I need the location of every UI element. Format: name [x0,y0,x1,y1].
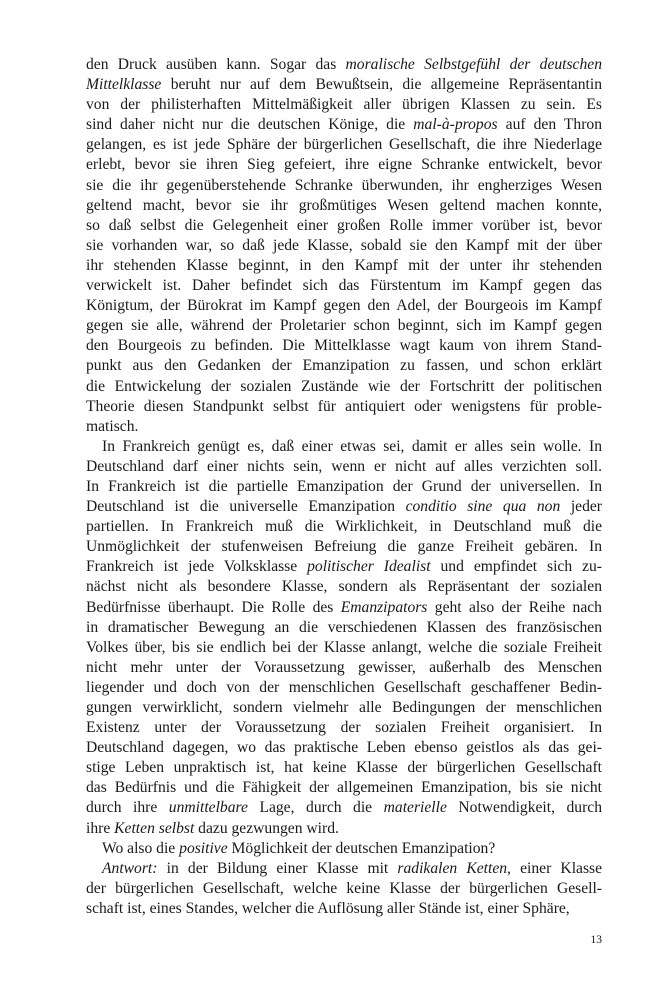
page-body-text [86,55,602,919]
text-run: Volkes über, bis sie endlich bei der Klasse anlangt, welche die soziale Freiheit [86,638,602,656]
text-run: den Bourgeois zu befinden. Die Mittelklasse wagt kaum von ihrem Stand- [86,337,602,355]
text-line [86,718,602,738]
text-run: gegen sie alle, während der Proletarier schon beginnt, sich im Kampf gegen [86,317,602,335]
paragraph [86,55,602,437]
text-run: Notwendigkeit, durch [446,799,603,817]
text-line [86,196,602,216]
text-run: ihr stehenden Klasse beginnt, in den Kampf mit der unter ihr stehenden [86,256,602,274]
text-line [86,256,602,276]
text-line [86,236,602,256]
text-run: sind daher nicht nur die deutschen Könige, die [86,116,414,134]
text-run: sie die ihr gegenüberstehende Schranke überwunden, ihr engherziges Wesen [86,176,602,194]
italic-text: politischer Idealist [307,558,431,576]
text-run: Deutschland darf einer nichts sein, wenn er nicht auf alles verzichten soll. [86,457,602,475]
text-run: schaft ist, eines Standes, welcher die Auflösung aller Stände ist, einer Sphäre, [86,899,570,917]
text-line [86,618,602,638]
text-line [86,879,602,899]
text-run: ihre [86,819,115,837]
text-line [86,55,602,75]
text-run: das Bedürfnis und die Fähigkeit der allgemeinen Emanzipation, bis sie nicht [86,779,602,797]
italic-text: Ketten selbst [114,819,195,837]
text-run: auf den Thron [497,116,602,134]
text-line [86,477,602,497]
text-run: stige Leben unpraktisch ist, hat keine Klasse der bürgerlichen Gesellschaft [86,759,602,777]
text-line [86,75,602,95]
text-line [86,216,602,236]
text-line [86,356,602,376]
text-run: so daß selbst die Gelegenheit einer großen Rolle immer vorüber ist, bevor [86,216,602,234]
text-line [86,859,602,879]
text-run: gelangen, es ist jede Sphäre der bürgerlichen Gesellschaft, die ihre Niederlage [86,136,602,154]
paragraph [86,839,602,859]
text-line [86,316,602,336]
text-run: punkt aus den Gedanken der Emanzipation zu fassen, und schon erklärt [86,357,602,375]
text-line [86,899,602,919]
italic-text: Antwort: [102,859,158,877]
text-line [86,397,602,417]
text-run: Unmöglichkeit der stufenweisen Befreiung die ganze Freiheit gebären. In [86,538,602,556]
text-line [86,778,602,798]
italic-text: radikalen Ketten [397,859,508,877]
text-run: Deutschland dagegen, wo das praktische Leben ebenso geistlos als das gei- [86,739,602,757]
text-run: dazu gezwungen wird. [194,819,339,837]
italic-text: mal-à-propos [413,116,498,134]
text-run: Deutschland ist die universelle Emanzipation [86,498,406,516]
text-run: von der philisterhaften Mittelmäßigkeit aller übrigen Klassen zu sein. Es [86,96,602,114]
text-run: Möglichkeit der deutschen Emanzipation? [227,839,496,857]
text-run: in dramatischer Bewegung an die verschiedenen Klassen des französischen [86,618,602,636]
text-line [86,658,602,678]
text-run: den Druck ausüben kann. Sogar das [86,56,346,73]
text-run: geht also der Reihe nach [427,598,602,616]
text-run: liegender und doch von der menschlichen Gesellschaft geschaffener Bedin- [86,678,602,696]
italic-text: materielle [383,799,447,817]
text-line [86,417,602,437]
text-run: Theorie diesen Standpunkt selbst für antiquiert oder wenigstens für proble- [86,397,602,415]
text-run: beruht nur auf dem Bewußtsein, die allgemeine Repräsentantin [161,76,602,94]
text-line [86,296,602,316]
italic-text: Emanzipators [340,598,428,616]
text-run: die Entwickelung der sozialen Zustände wie der Fortschritt der politischen [86,377,602,395]
text-run: Lage, durch die [247,799,384,817]
text-line [86,95,602,115]
text-line [86,155,602,175]
text-line [86,336,602,356]
text-run: Königtum, der Bürokrat im Kampf gegen den Adel, der Bourgeois im Kampf [86,297,602,315]
text-line [86,276,602,296]
text-line [86,798,602,818]
text-line [86,738,602,758]
paragraph [86,437,602,839]
text-line [86,176,602,196]
text-line [86,457,602,477]
text-line [86,517,602,537]
page-number: 13 [590,934,602,946]
text-run: geltend macht, bevor sie ihr großmütiges Wesen geltend machen konnte, [86,196,602,214]
italic-text: unmittelbare [168,799,248,817]
text-run: nächst nicht als besondere Klasse, sondern als Repräsentant der sozialen [86,578,602,596]
text-run: und empfindet sich zu- [430,558,602,576]
text-line [86,537,602,557]
text-run: Wo also die [102,839,180,857]
text-run: matisch. [86,417,139,435]
italic-text: conditio sine qua non [405,498,561,516]
text-run: gungen verwirklicht, sondern vielmehr alle Bedingungen der menschlichen [86,699,602,716]
italic-text: moralische Selbstgefühl der deutschen [345,56,602,73]
text-run: partiellen. In Frankreich muß die Wirklichkeit, in Deutschland muß die [86,518,602,536]
text-run: In Frankreich ist die partielle Emanzipation der Grund der universellen. In [86,477,602,495]
text-line [86,758,602,778]
paragraph [86,859,602,919]
text-line [86,115,602,135]
text-run: jeder [560,498,602,516]
text-line [86,377,602,397]
text-run: sie vorhanden war, so daß jede Klasse, sobald sie den Kampf mit der über [86,236,602,254]
text-run: Frankreich ist jede Volksklasse [86,558,308,576]
text-run: Existenz unter der Voraussetzung der sozialen Freiheit organisiert. In [86,719,602,737]
text-line [86,678,602,698]
text-run: nicht mehr unter der Voraussetzung gewisser, außerhalb des Menschen [86,658,602,676]
text-line [86,598,602,618]
text-run: in der Bildung einer Klasse mit [157,859,398,877]
text-run: , einer Klasse [507,859,603,877]
text-line [86,577,602,597]
text-run: verwickelt ist. Daher befindet sich das Fürstentum im Kampf gegen das [86,277,602,295]
text-line [86,557,602,577]
text-run: der bürgerlichen Gesellschaft, welche keine Klasse der bürgerlichen Gesell- [86,879,602,897]
italic-text: Mittelklasse [86,76,162,94]
text-line [86,135,602,155]
text-line [86,437,602,457]
text-run: durch ihre [86,799,169,817]
text-run: In Frankreich genügt es, daß einer etwas sei, damit er alles sein wolle. In [102,437,602,455]
italic-text: positive [179,839,228,857]
text-line [86,497,602,517]
text-line [86,819,602,839]
text-line [86,698,602,718]
text-line [86,638,602,658]
text-run: Bedürfnisse überhaupt. Die Rolle des [86,598,341,616]
text-run: erlebt, bevor sie ihren Sieg gefeiert, ihre eigne Schranke entwickelt, bevor [86,156,602,174]
text-line [86,839,602,859]
